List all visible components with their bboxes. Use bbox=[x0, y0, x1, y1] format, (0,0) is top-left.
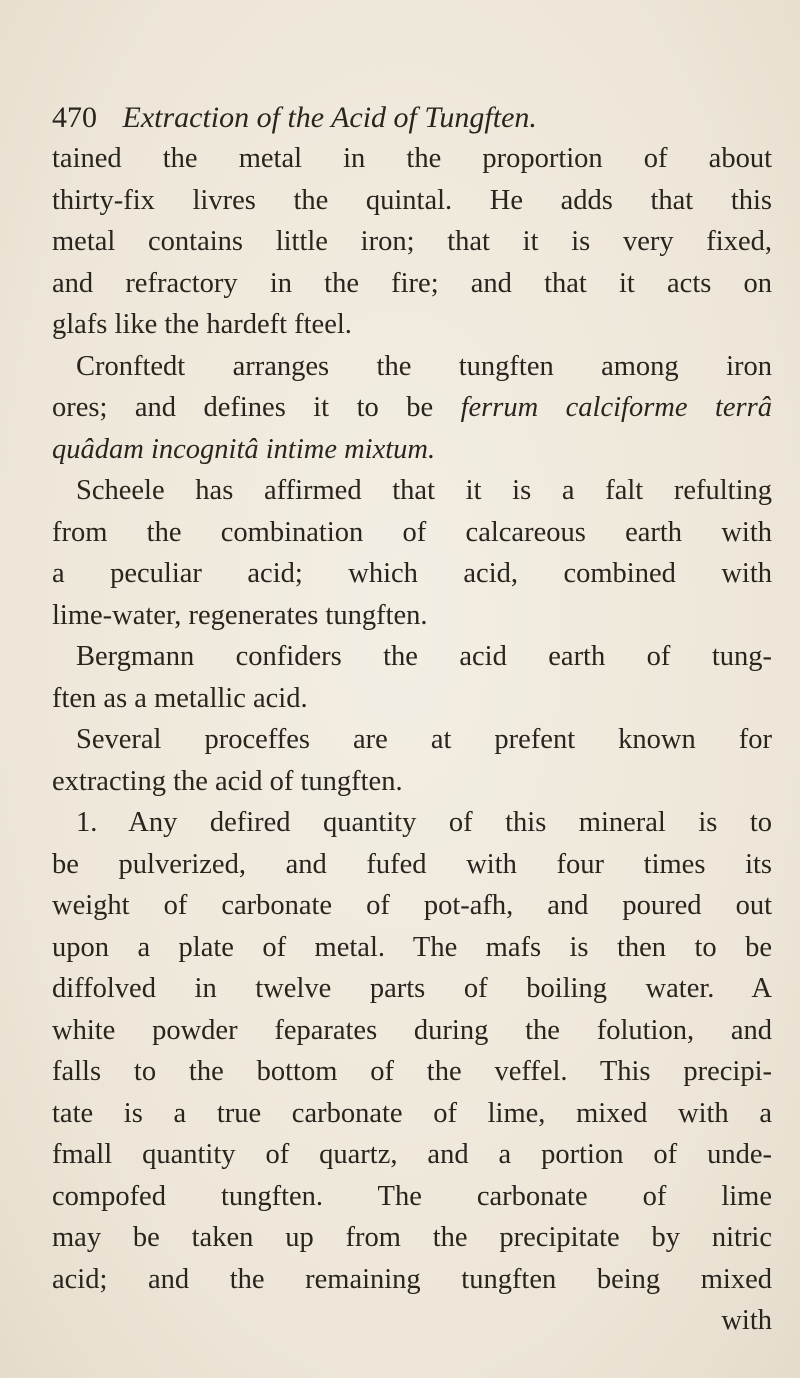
text-line: Several proceffes are at prefent known for bbox=[76, 724, 772, 755]
text-line: tained the metal in the proportion of about bbox=[52, 143, 772, 174]
text-segment: ores; and defines it to be bbox=[52, 392, 434, 423]
text-line: metal contains little iron; that it is very fixed, bbox=[52, 226, 772, 257]
text-line: weight of carbonate of pot-afh, and poured out bbox=[52, 890, 772, 921]
text-line: extracting the acid of tungften. bbox=[52, 765, 403, 797]
text-line: may be taken up from the precipitate by nitric bbox=[52, 1222, 772, 1253]
latin-phrase: ferrum calciforme terrâ bbox=[460, 392, 772, 423]
text-line: compofed tungften. The carbonate of lime bbox=[52, 1180, 772, 1212]
text-line: be pulverized, and fufed with four times its bbox=[52, 848, 772, 880]
text-line: fmall quantity of quartz, and a portion of unde- bbox=[52, 1139, 772, 1170]
latin-phrase: quâdam incognitâ intime mixtum. bbox=[52, 433, 436, 465]
body-text bbox=[52, 138, 772, 1342]
text-line: a peculiar acid; which acid, combined with bbox=[52, 558, 772, 589]
text-line: Cronftedt arranges the tungften among iron bbox=[76, 350, 772, 382]
page-header bbox=[52, 98, 537, 138]
text-line: from the combination of calcareous earth with bbox=[52, 516, 772, 548]
text-line: 1. Any defired quantity of this mineral is to bbox=[76, 807, 772, 838]
text-line: tate is a true carbonate of lime, mixed with a bbox=[52, 1097, 772, 1129]
text-line: thirty-fix livres the quintal. He adds that this bbox=[52, 184, 772, 216]
text-line: acid; and the remaining tungften being mixed bbox=[52, 1263, 772, 1295]
text-line: falls to the bottom of the veffel. This precipi- bbox=[52, 1056, 772, 1087]
page-number: 470 bbox=[52, 101, 97, 134]
text-line bbox=[52, 387, 772, 429]
catchword: with bbox=[721, 1305, 772, 1336]
text-line: Bergmann confiders the acid earth of tung- bbox=[76, 641, 772, 672]
running-head: Extraction of the Acid of Tungften. bbox=[122, 101, 537, 134]
text-line: Scheele has affirmed that it is a falt refulting bbox=[76, 475, 772, 506]
text-line: white powder feparates during the folution, and bbox=[52, 1014, 772, 1046]
text-line: diffolved in twelve parts of boiling water. A bbox=[52, 973, 772, 1004]
text-line: glafs like the hardeft fteel. bbox=[52, 309, 352, 340]
text-line: lime-water, regenerates tungften. bbox=[52, 599, 428, 631]
text-line: upon a plate of metal. The mafs is then to be bbox=[52, 931, 772, 963]
text-line: ften as a metallic acid. bbox=[52, 682, 308, 714]
text-line: and refractory in the fire; and that it acts on bbox=[52, 267, 772, 299]
